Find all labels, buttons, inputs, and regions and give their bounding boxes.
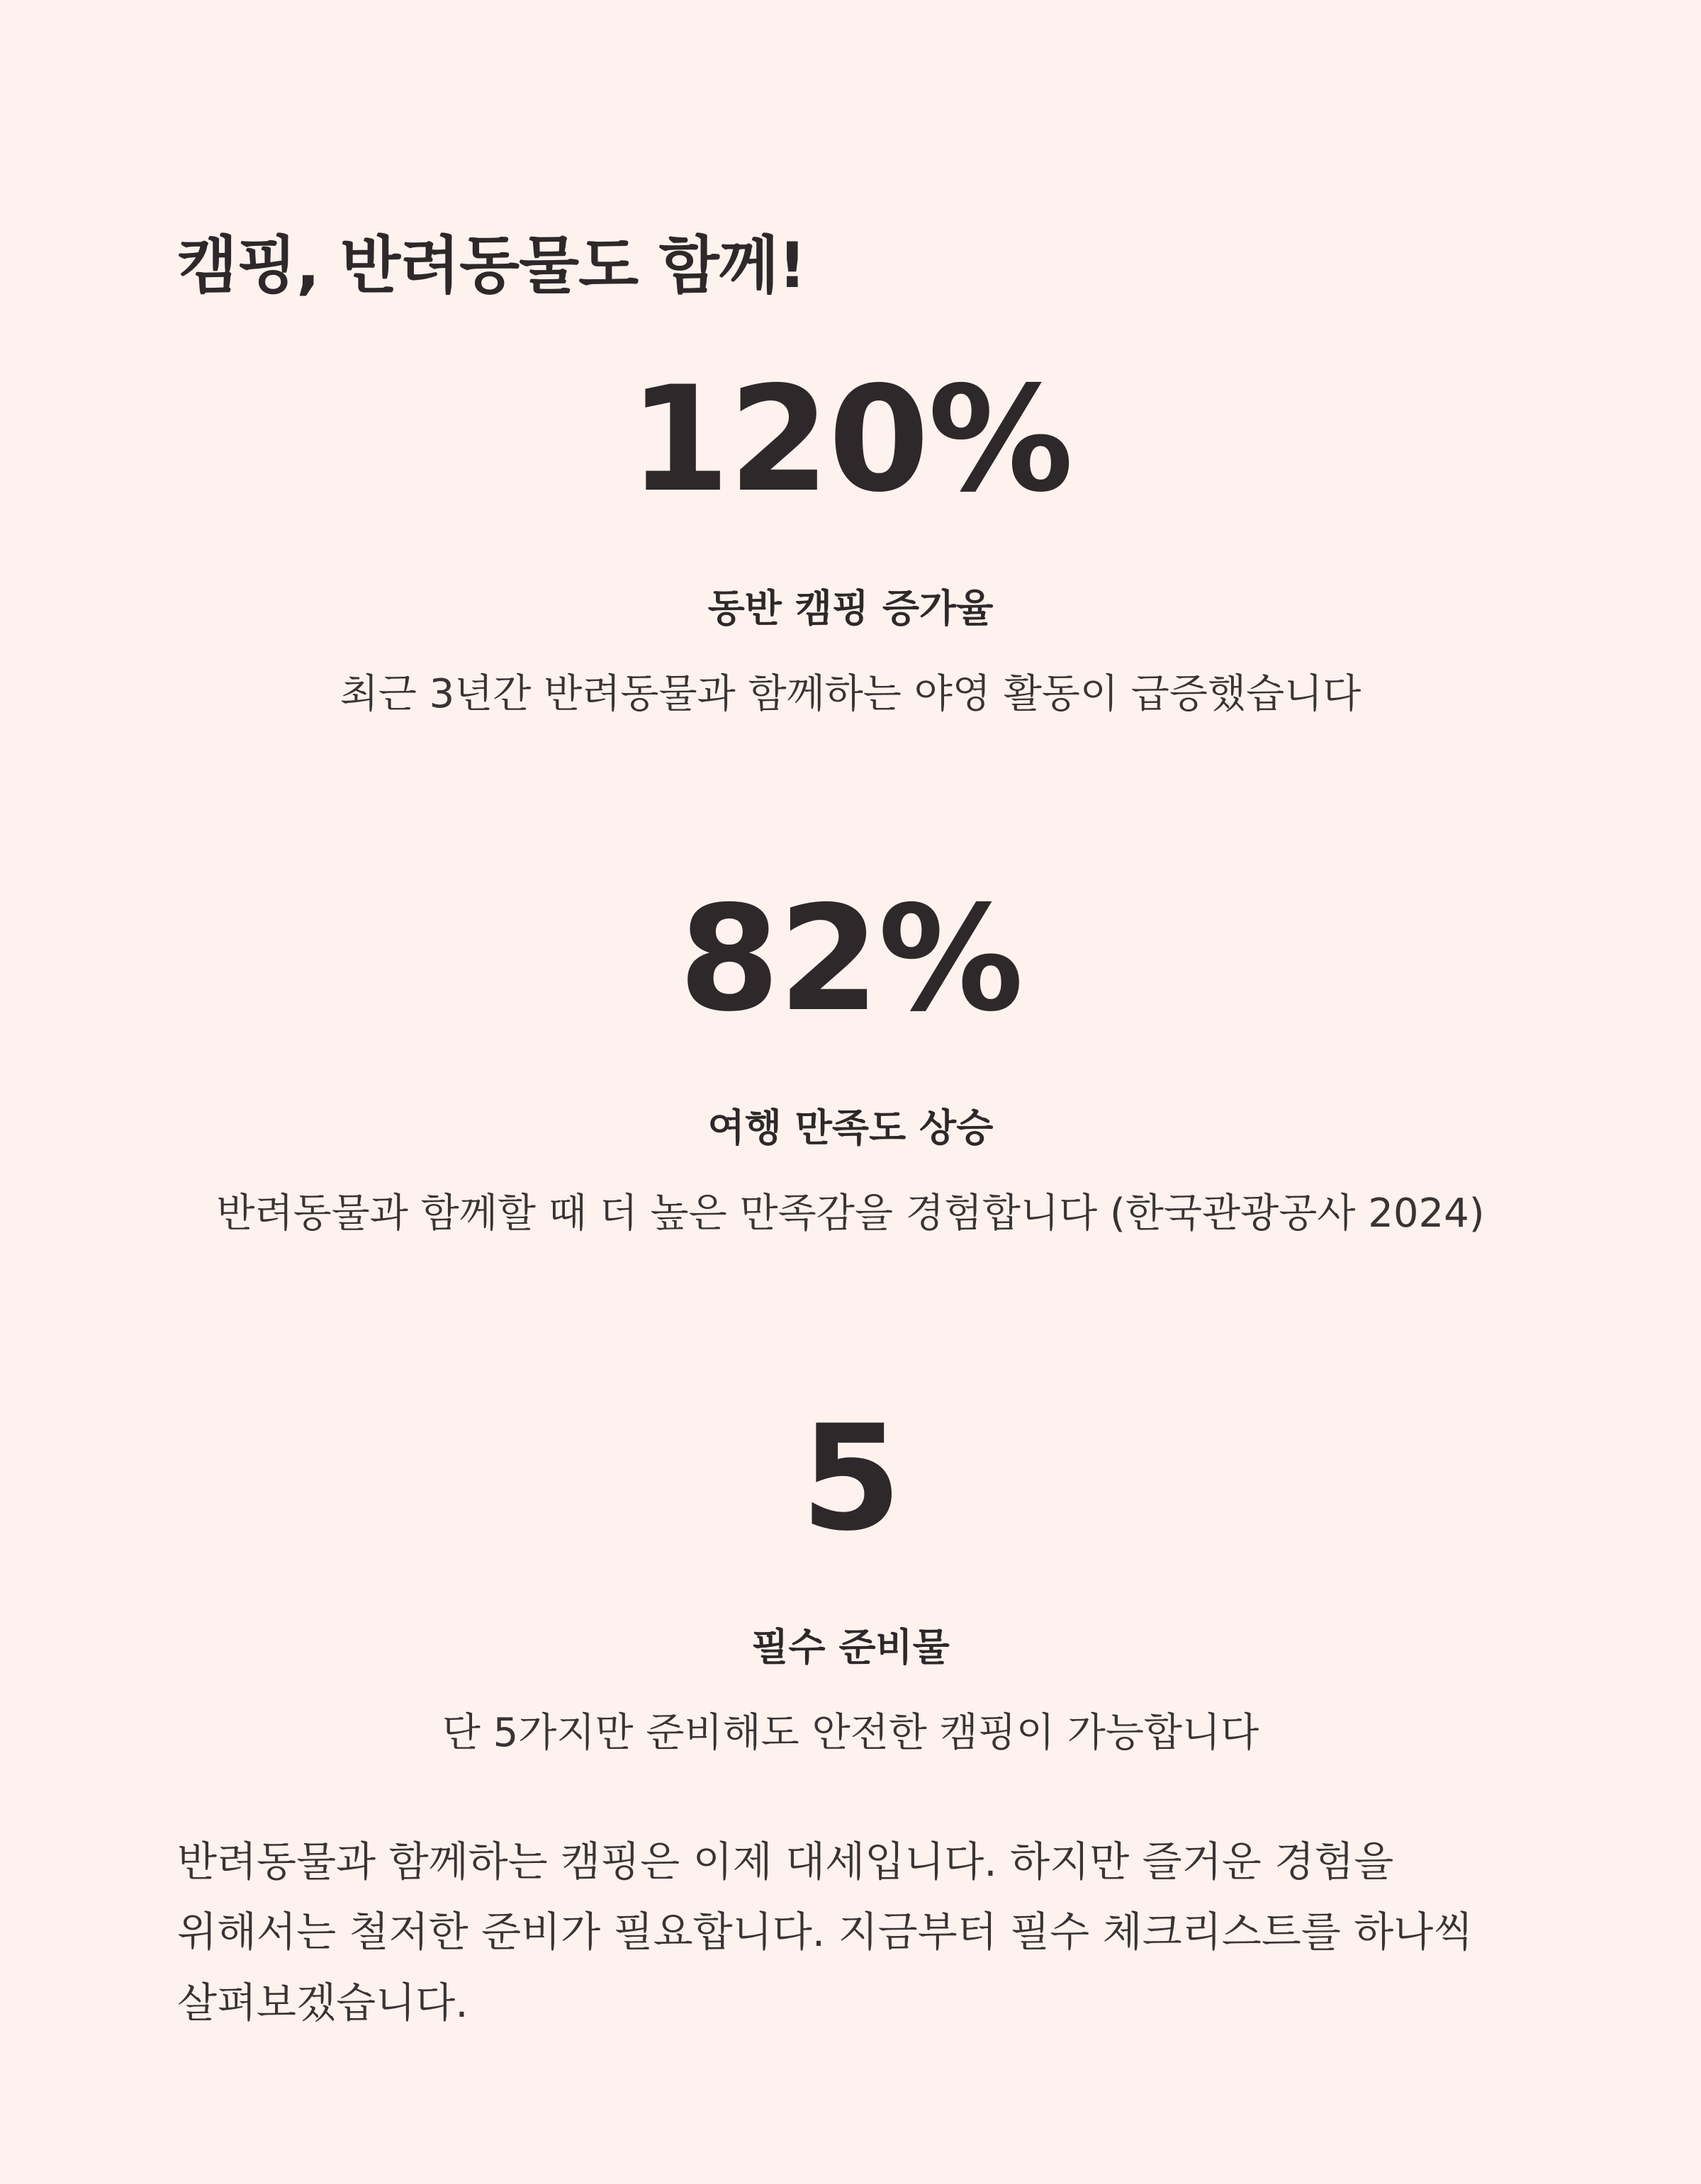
- stat-value-5: 5: [800, 1394, 901, 1563]
- stat-value-120-percent: 120%: [629, 355, 1072, 524]
- page-title: 캠핑, 반려동물도 함께!: [177, 228, 806, 302]
- stat-block-companion-camping: [177, 355, 1524, 721]
- stat-label-essential-items: 필수 준비물: [751, 1624, 950, 1670]
- closing-paragraph: 반려동물과 함께하는 캠핑은 이제 대세입니다. 하지만 즐거운 경험을 위해서는 철저한 준비가 필요합니다. 지금부터 필수 체크리스트를 하나씩 살펴보겠습니다.: [177, 1837, 1473, 2027]
- stat-block-essential-items: [177, 1394, 1524, 1760]
- stat-block-travel-satisfaction: [177, 874, 1524, 1240]
- stat-description-travel-satisfaction: 반려동물과 함께할 때 더 높은 만족감을 경험합니다 (한국관광공사 2024): [216, 1190, 1485, 1237]
- stat-description-companion-camping: 최근 3년간 반려동물과 함께하는 야영 활동이 급증했습니다: [339, 670, 1362, 717]
- stat-value-82-percent: 82%: [678, 874, 1023, 1044]
- stat-label-travel-satisfaction: 여행 만족도 상승: [707, 1105, 994, 1150]
- stat-label-companion-camping: 동반 캠핑 증가율: [707, 585, 994, 631]
- stat-description-essential-items: 단 5가지만 준비해도 안전한 캠핑이 가능합니다: [442, 1709, 1259, 1756]
- stats-section: [177, 355, 1524, 1760]
